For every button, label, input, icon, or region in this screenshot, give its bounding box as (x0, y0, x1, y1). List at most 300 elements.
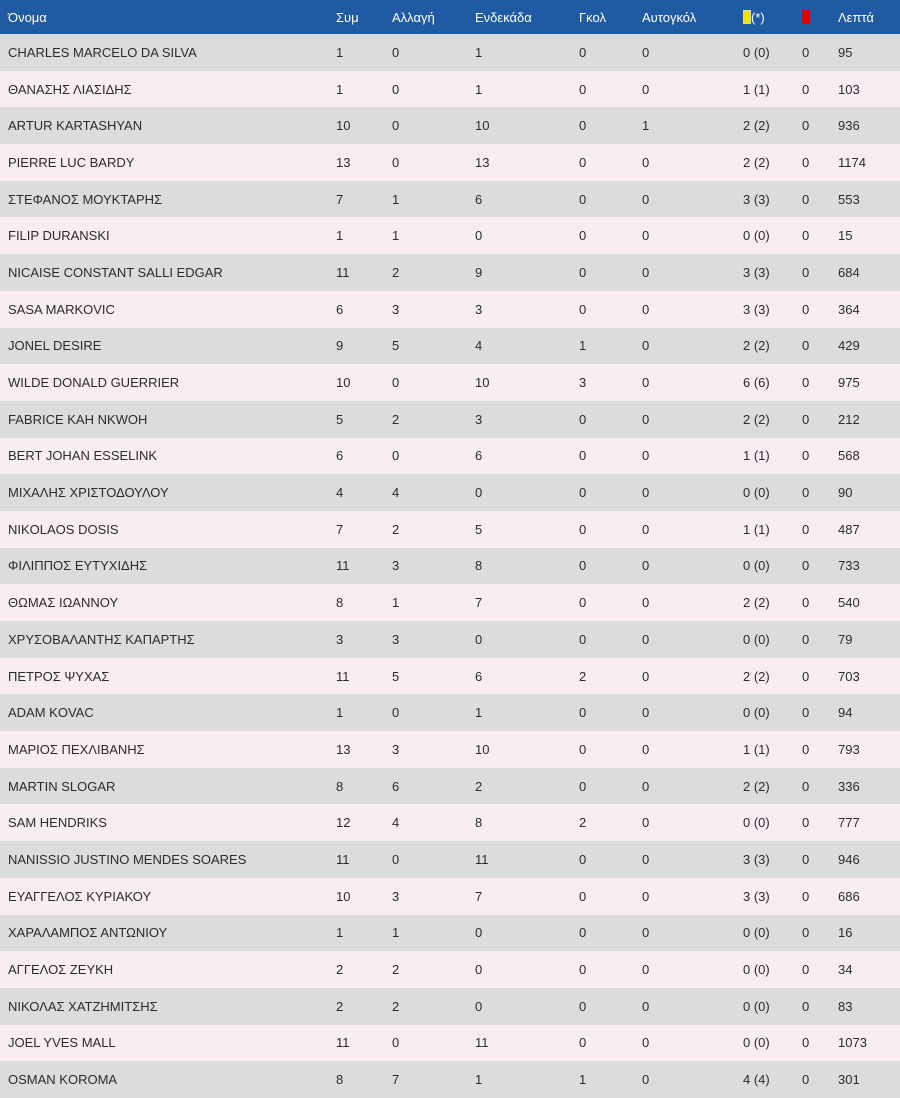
apps-value: 1 (336, 81, 344, 97)
start-value: 0 (475, 228, 483, 244)
table-header (0, 0, 900, 34)
player-name: ΝΙΚΟΛΑΣ ΧΑΤΖΗΜΙΤΣΗΣ (8, 998, 158, 1014)
minutes-value: 487 (838, 521, 860, 537)
minutes-value: 568 (838, 448, 860, 464)
apps-value: 2 (336, 998, 344, 1014)
own-goals-value: 0 (642, 338, 650, 354)
player-name: OSMAN KOROMA (8, 1072, 118, 1088)
yellow-cards-value: 0 (0) (743, 962, 770, 978)
apps-value: 6 (336, 301, 344, 317)
goals-value: 2 (579, 815, 587, 831)
minutes-value: 336 (838, 778, 860, 794)
sub-value: 2 (392, 264, 400, 280)
start-value: 0 (475, 962, 483, 978)
yellow-cards-value: 0 (0) (743, 998, 770, 1014)
red-cards-value: 0 (802, 375, 810, 391)
red-cards-value: 0 (802, 191, 810, 207)
sub-value: 4 (392, 815, 400, 831)
apps-value: 8 (336, 1072, 344, 1088)
apps-value: 13 (336, 741, 351, 757)
apps-value: 9 (336, 338, 344, 354)
sub-value: 5 (392, 668, 400, 684)
red-cards-value: 0 (802, 595, 810, 611)
start-value: 6 (475, 448, 483, 464)
player-name: ARTUR KARTASHYAN (8, 118, 143, 134)
sub-value: 0 (392, 851, 400, 867)
sub-value: 5 (392, 338, 400, 354)
minutes-value: 301 (838, 1072, 860, 1088)
table-row (0, 988, 900, 1025)
red-cards-value: 0 (802, 81, 810, 97)
own-goals-value: 0 (642, 925, 650, 941)
red-cards-value: 0 (802, 264, 810, 280)
sub-value: 4 (392, 485, 400, 501)
apps-value: 11 (336, 558, 350, 574)
yellow-cards-value: 0 (0) (743, 1035, 770, 1051)
sub-value: 1 (392, 228, 400, 244)
red-cards-value: 0 (802, 815, 810, 831)
minutes-value: 686 (838, 888, 860, 904)
red-cards-value: 0 (802, 962, 810, 978)
own-goals-value: 0 (642, 264, 650, 280)
own-goals-value: 0 (642, 81, 650, 97)
own-goals-value: 0 (642, 705, 650, 721)
apps-value: 4 (336, 485, 344, 501)
table-row (0, 71, 900, 108)
player-name: FABRICE KAH NKWOH (8, 411, 148, 427)
apps-value: 2 (336, 962, 344, 978)
yellow-cards-value: 0 (0) (743, 44, 770, 60)
player-name: ΘΑΝΑΣΗΣ ΛΙΑΣΙΔΗΣ (8, 81, 132, 97)
table-row (0, 438, 900, 475)
player-name: SAM HENDRIKS (8, 815, 107, 831)
red-cards-value: 0 (802, 668, 810, 684)
start-value: 6 (475, 191, 483, 207)
start-value: 3 (475, 411, 483, 427)
apps-value: 13 (336, 154, 351, 170)
player-name: JONEL DESIRE (8, 338, 102, 354)
start-value: 0 (475, 925, 483, 941)
minutes-value: 15 (838, 228, 853, 244)
own-goals-value: 0 (642, 558, 650, 574)
col-header-sub[interactable]: Αλλαγή (392, 9, 435, 25)
start-value: 10 (475, 375, 490, 391)
table-row (0, 915, 900, 952)
red-cards-value: 0 (802, 44, 810, 60)
start-value: 0 (475, 998, 483, 1014)
apps-value: 7 (336, 191, 344, 207)
sub-value: 3 (392, 558, 400, 574)
player-name: SASA MARKOVIC (8, 301, 115, 317)
red-cards-value: 0 (802, 485, 810, 501)
player-name: ΧΑΡΑΛΑΜΠΟΣ ΑΝΤΩΝΙΟΥ (8, 925, 168, 941)
red-card-icon (802, 10, 810, 24)
red-cards-value: 0 (802, 998, 810, 1014)
table-row (0, 34, 900, 71)
yellow-cards-value: 1 (1) (743, 741, 770, 757)
table-row (0, 584, 900, 621)
minutes-value: 684 (838, 264, 860, 280)
sub-value: 0 (392, 448, 400, 464)
apps-value: 1 (336, 705, 344, 721)
goals-value: 0 (579, 448, 587, 464)
sub-value: 6 (392, 778, 400, 794)
table-row (0, 694, 900, 731)
col-header-minutes[interactable]: Λεπτά (838, 9, 874, 25)
own-goals-value: 0 (642, 191, 650, 207)
goals-value: 1 (579, 1072, 587, 1088)
goals-value: 1 (579, 338, 587, 354)
own-goals-value: 0 (642, 851, 650, 867)
goals-value: 0 (579, 705, 587, 721)
start-value: 2 (475, 778, 483, 794)
goals-value: 0 (579, 1035, 587, 1051)
yellow-cards-value: 1 (1) (743, 448, 770, 464)
own-goals-value: 0 (642, 778, 650, 794)
minutes-value: 1174 (838, 154, 866, 170)
minutes-value: 793 (838, 741, 860, 757)
own-goals-value: 0 (642, 741, 650, 757)
start-value: 8 (475, 558, 483, 574)
yellow-cards-value: 3 (3) (743, 264, 770, 280)
sub-value: 2 (392, 998, 400, 1014)
minutes-value: 1073 (838, 1035, 867, 1051)
start-value: 10 (475, 741, 490, 757)
own-goals-value: 0 (642, 301, 650, 317)
table-row (0, 328, 900, 365)
minutes-value: 83 (838, 998, 853, 1014)
col-header-red-cards[interactable] (794, 0, 830, 34)
start-value: 3 (475, 301, 483, 317)
table-row (0, 254, 900, 291)
goals-value: 0 (579, 778, 587, 794)
sub-value: 0 (392, 44, 400, 60)
yellow-cards-value: 3 (3) (743, 888, 770, 904)
table-row (0, 548, 900, 585)
apps-value: 8 (336, 595, 344, 611)
goals-value: 0 (579, 631, 587, 647)
goals-value: 0 (579, 154, 587, 170)
yellow-cards-value: 0 (0) (743, 631, 770, 647)
start-value: 10 (475, 118, 490, 134)
yellow-cards-value: 1 (1) (743, 81, 770, 97)
red-cards-value: 0 (802, 228, 810, 244)
start-value: 5 (475, 521, 483, 537)
apps-value: 1 (336, 44, 344, 60)
sub-value: 2 (392, 962, 400, 978)
minutes-value: 975 (838, 375, 860, 391)
yellow-cards-value: 2 (2) (743, 595, 770, 611)
start-value: 1 (475, 44, 483, 60)
player-name: ΧΡΥΣΟΒΑΛΑΝΤΗΣ ΚΑΠΑΡΤΗΣ (8, 631, 195, 647)
minutes-value: 95 (838, 44, 853, 60)
own-goals-value: 0 (642, 815, 650, 831)
table-row (0, 474, 900, 511)
minutes-value: 936 (838, 118, 860, 134)
table-row (0, 768, 900, 805)
player-name: ΑΓΓΕΛΟΣ ΖΕΥΚΗ (8, 962, 114, 978)
col-header-name[interactable]: Όνομα (8, 9, 47, 25)
sub-value: 0 (392, 118, 400, 134)
minutes-value: 79 (838, 631, 853, 647)
apps-value: 11 (336, 851, 350, 867)
own-goals-value: 0 (642, 228, 650, 244)
yellow-cards-value: 2 (2) (743, 338, 770, 354)
red-cards-value: 0 (802, 631, 810, 647)
start-value: 0 (475, 485, 483, 501)
player-name: NIKOLAOS DOSIS (8, 521, 119, 537)
goals-value: 0 (579, 81, 587, 97)
yellow-cards-value: 3 (3) (743, 851, 770, 867)
col-header-goals[interactable]: Γκολ (579, 9, 606, 25)
own-goals-value: 0 (642, 888, 650, 904)
player-name: NANISSIO JUSTINO MENDES SOARES (8, 851, 247, 867)
sub-value: 3 (392, 631, 400, 647)
own-goals-value: 0 (642, 485, 650, 501)
col-header-start[interactable]: Ενδεκάδα (475, 9, 532, 25)
yellow-suffix: (*) (751, 9, 765, 25)
yellow-cards-value: 2 (2) (743, 411, 770, 427)
minutes-value: 540 (838, 595, 860, 611)
table-row (0, 144, 900, 181)
own-goals-value: 0 (642, 668, 650, 684)
player-name: NICAISE CONSTANT SALLI EDGAR (8, 264, 223, 280)
minutes-value: 364 (838, 301, 860, 317)
goals-value: 0 (579, 521, 587, 537)
own-goals-value: 0 (642, 375, 650, 391)
yellow-cards-value: 0 (0) (743, 815, 770, 831)
col-header-yellow-cards[interactable] (735, 0, 794, 34)
minutes-value: 946 (838, 851, 860, 867)
goals-value: 0 (579, 741, 587, 757)
minutes-value: 34 (838, 962, 853, 978)
apps-value: 7 (336, 521, 344, 537)
table-row (0, 878, 900, 915)
table-row (0, 1061, 900, 1098)
yellow-cards-value: 0 (0) (743, 558, 770, 574)
minutes-value: 90 (838, 485, 853, 501)
table-row (0, 841, 900, 878)
red-cards-value: 0 (802, 778, 810, 794)
yellow-cards-value: 2 (2) (743, 778, 770, 794)
goals-value: 0 (579, 44, 587, 60)
sub-value: 1 (392, 595, 400, 611)
start-value: 1 (475, 81, 483, 97)
sub-value: 0 (392, 154, 400, 170)
red-cards-value: 0 (802, 1035, 810, 1051)
start-value: 1 (475, 705, 483, 721)
table-row (0, 217, 900, 254)
table-row (0, 731, 900, 768)
table-row (0, 804, 900, 841)
red-cards-value: 0 (802, 558, 810, 574)
apps-value: 11 (336, 1035, 350, 1051)
player-name: ΜΑΡΙΟΣ ΠΕΧΛΙΒΑΝΗΣ (8, 741, 145, 757)
start-value: 1 (475, 1072, 483, 1088)
table-row (0, 951, 900, 988)
player-name: ΦΙΛΙΠΠΟΣ ΕΥΤΥΧΙΔΗΣ (8, 558, 148, 574)
start-value: 9 (475, 264, 483, 280)
yellow-cards-value: 3 (3) (743, 301, 770, 317)
sub-value: 3 (392, 741, 400, 757)
player-name: ΠΕΤΡΟΣ ΨΥΧΑΣ (8, 668, 110, 684)
goals-value: 0 (579, 264, 587, 280)
minutes-value: 777 (838, 815, 860, 831)
goals-value: 0 (579, 301, 587, 317)
minutes-value: 94 (838, 705, 853, 721)
red-cards-value: 0 (802, 1072, 810, 1088)
red-cards-value: 0 (802, 925, 810, 941)
sub-value: 0 (392, 1035, 400, 1051)
col-header-own-goals[interactable]: Αυτογκόλ (642, 9, 697, 25)
apps-value: 10 (336, 888, 351, 904)
start-value: 7 (475, 888, 483, 904)
minutes-value: 553 (838, 191, 860, 207)
sub-value: 2 (392, 411, 400, 427)
goals-value: 2 (579, 668, 587, 684)
red-cards-value: 0 (802, 521, 810, 537)
apps-value: 1 (336, 925, 344, 941)
goals-value: 0 (579, 851, 587, 867)
table-row (0, 401, 900, 438)
red-cards-value: 0 (802, 338, 810, 354)
minutes-value: 212 (838, 411, 860, 427)
red-cards-value: 0 (802, 851, 810, 867)
table-row (0, 291, 900, 328)
apps-value: 10 (336, 375, 351, 391)
own-goals-value: 0 (642, 962, 650, 978)
table-row (0, 1025, 900, 1062)
own-goals-value: 0 (642, 448, 650, 464)
goals-value: 0 (579, 998, 587, 1014)
yellow-cards-value: 0 (0) (743, 705, 770, 721)
own-goals-value: 1 (642, 118, 650, 134)
own-goals-value: 0 (642, 595, 650, 611)
apps-value: 5 (336, 411, 344, 427)
red-cards-value: 0 (802, 154, 810, 170)
red-cards-value: 0 (802, 448, 810, 464)
goals-value: 0 (579, 118, 587, 134)
player-name: ΕΥΑΓΓΕΛΟΣ ΚΥΡΙΑΚΟΥ (8, 888, 152, 904)
sub-value: 3 (392, 888, 400, 904)
yellow-cards-value: 2 (2) (743, 154, 770, 170)
player-name: CHARLES MARCELO DA SILVA (8, 44, 197, 60)
col-header-apps[interactable]: Συμ (336, 9, 359, 25)
red-cards-value: 0 (802, 741, 810, 757)
table-row (0, 181, 900, 218)
sub-value: 2 (392, 521, 400, 537)
start-value: 11 (475, 851, 489, 867)
own-goals-value: 0 (642, 154, 650, 170)
apps-value: 6 (336, 448, 344, 464)
start-value: 8 (475, 815, 483, 831)
own-goals-value: 0 (642, 631, 650, 647)
goals-value: 0 (579, 485, 587, 501)
minutes-value: 703 (838, 668, 860, 684)
goals-value: 0 (579, 925, 587, 941)
red-cards-value: 0 (802, 888, 810, 904)
minutes-value: 103 (838, 81, 860, 97)
header-row (0, 0, 900, 34)
player-name: ΘΩΜΑΣ ΙΩΑΝΝΟΥ (8, 595, 119, 611)
start-value: 4 (475, 338, 483, 354)
goals-value: 0 (579, 962, 587, 978)
goals-value: 0 (579, 228, 587, 244)
table-row (0, 364, 900, 401)
yellow-cards-value: 2 (2) (743, 118, 770, 134)
yellow-cards-value: 4 (4) (743, 1072, 770, 1088)
apps-value: 8 (336, 778, 344, 794)
player-name: JOEL YVES MALL (8, 1035, 116, 1051)
goals-value: 0 (579, 888, 587, 904)
goals-value: 0 (579, 191, 587, 207)
sub-value: 1 (392, 925, 400, 941)
goals-value: 3 (579, 375, 587, 391)
red-cards-value: 0 (802, 411, 810, 427)
table-row (0, 511, 900, 548)
goals-value: 0 (579, 595, 587, 611)
start-value: 13 (475, 154, 490, 170)
yellow-cards-value: 0 (0) (743, 228, 770, 244)
player-name: BERT JOHAN ESSELINK (8, 448, 158, 464)
yellow-cards-value: 2 (2) (743, 668, 770, 684)
minutes-value: 429 (838, 338, 860, 354)
player-name: FILIP DURANSKI (8, 228, 110, 244)
own-goals-value: 0 (642, 411, 650, 427)
minutes-value: 16 (838, 925, 853, 941)
start-value: 0 (475, 631, 483, 647)
own-goals-value: 0 (642, 1035, 650, 1051)
apps-value: 12 (336, 815, 351, 831)
apps-value: 3 (336, 631, 344, 647)
player-name: MARTIN SLOGAR (8, 778, 116, 794)
red-cards-value: 0 (802, 118, 810, 134)
yellow-cards-value: 0 (0) (743, 925, 770, 941)
yellow-card-icon (743, 10, 751, 24)
sub-value: 0 (392, 375, 400, 391)
red-cards-value: 0 (802, 705, 810, 721)
own-goals-value: 0 (642, 998, 650, 1014)
start-value: 6 (475, 668, 483, 684)
goals-value: 0 (579, 558, 587, 574)
own-goals-value: 0 (642, 521, 650, 537)
player-name: ΜΙΧΑΛΗΣ ΧΡΙΣΤΟΔΟΥΛΟΥ (8, 485, 169, 501)
yellow-cards-value: 1 (1) (743, 521, 770, 537)
start-value: 11 (475, 1035, 489, 1051)
sub-value: 0 (392, 81, 400, 97)
own-goals-value: 0 (642, 1072, 650, 1088)
sub-value: 0 (392, 705, 400, 721)
player-name: WILDE DONALD GUERRIER (8, 375, 180, 391)
sub-value: 1 (392, 191, 400, 207)
apps-value: 11 (336, 668, 350, 684)
yellow-cards-value: 0 (0) (743, 485, 770, 501)
start-value: 7 (475, 595, 483, 611)
player-name: ADAM KOVAC (8, 705, 94, 721)
player-name: PIERRE LUC BARDY (8, 154, 135, 170)
table-row (0, 107, 900, 144)
yellow-cards-value: 6 (6) (743, 375, 770, 391)
table-body (0, 34, 900, 1098)
own-goals-value: 0 (642, 44, 650, 60)
goals-value: 0 (579, 411, 587, 427)
sub-value: 7 (392, 1072, 400, 1088)
table-row (0, 658, 900, 695)
minutes-value: 733 (838, 558, 860, 574)
apps-value: 1 (336, 228, 344, 244)
yellow-cards-value: 3 (3) (743, 191, 770, 207)
apps-value: 10 (336, 118, 351, 134)
